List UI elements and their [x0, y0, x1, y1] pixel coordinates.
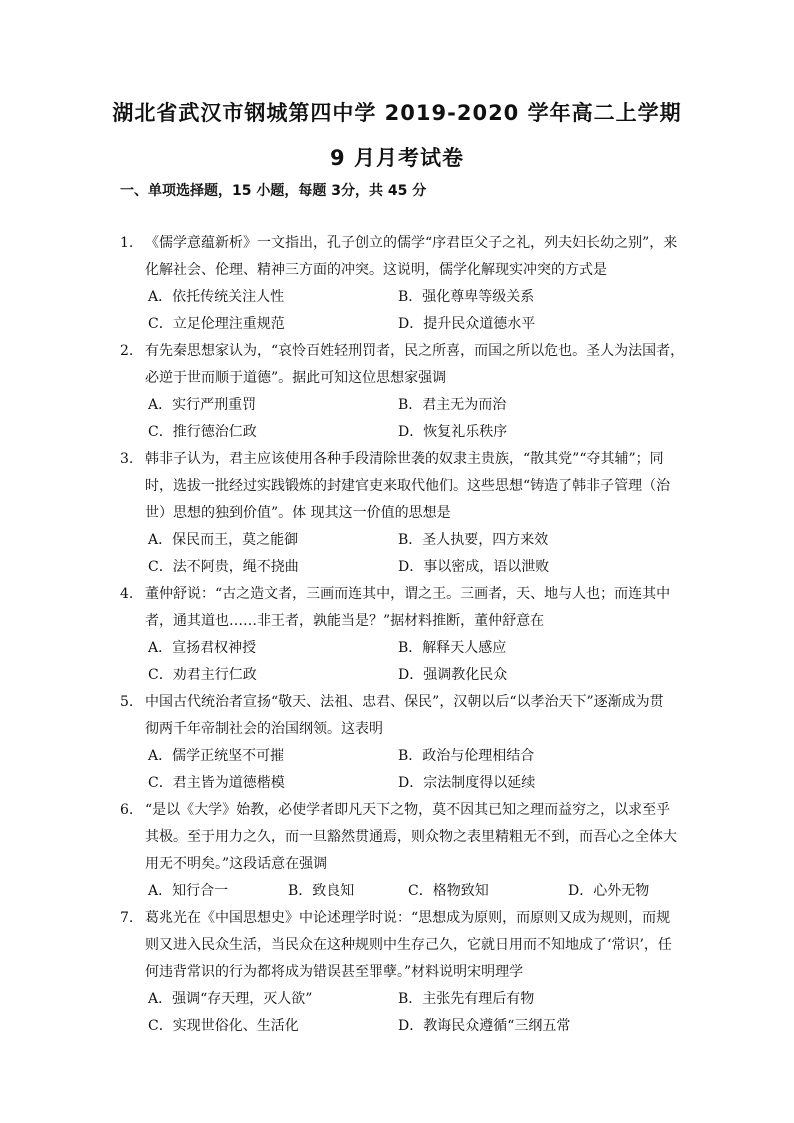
question-line: 1. 《儒学意蕴新析》一文指出，孔子创立的儒学“序君臣父子之礼，列夫妇长幼之别”，来 [120, 235, 678, 251]
question-number: 1. [120, 235, 134, 251]
question-number: 5. [120, 694, 134, 710]
question-number: 6. [120, 802, 134, 818]
question-line: 世）思想的独到价值”。体 现其这一价值的思想是 [145, 505, 451, 521]
option-b[interactable]: B．主张先有理后有物 [398, 991, 535, 1007]
option-a[interactable]: A．知行合一 [148, 883, 229, 899]
option-c[interactable]: C．格物致知 [408, 883, 489, 899]
option-d[interactable]: D．心外无物 [568, 883, 650, 899]
option-d[interactable]: D．宗法制度得以延续 [398, 775, 536, 791]
option-a[interactable]: A．强调“存天理，灭人欲” [148, 991, 313, 1007]
option-d[interactable]: D．事以密成，语以泄败 [398, 559, 550, 575]
question-line: 3. 韩非子认为，君主应该使用各种手段清除世袭的奴隶主贵族，“散其党”“夺其辅”；同 [120, 451, 664, 467]
option-d[interactable]: D．教诲民众遵循“三纲五常 [398, 1018, 571, 1034]
question-line: 5. 中国古代统治者宣扬“敬天、法祖、忠君、保民”，汉朝以后“以孝治天下”逐渐成为贯 [120, 694, 664, 710]
option-c[interactable]: C．君主皆为道德楷模 [148, 775, 285, 791]
question-number: 3. [120, 451, 134, 467]
section-heading: 一、单项选择题，15 小题，每题 3分，共 45 分 [120, 183, 427, 199]
question-line: 7. 葛兆光在《中国思想史》中论述理学时说：“思想成为原则，而原则又成为规则，而规 [120, 910, 671, 926]
question-line: 必逆于世而顺于道德”。据此可知这位思想家强调 [145, 370, 447, 386]
option-c[interactable]: C．劝君主行仁政 [148, 667, 257, 683]
option-c[interactable]: C．实现世俗化、生活化 [148, 1018, 299, 1034]
option-b[interactable]: B．解释天人感应 [398, 640, 507, 656]
question-number: 2. [120, 343, 134, 359]
question-line: 2. 有先秦思想家认为，“哀怜百姓轻刑罚者，民之所喜，而国之所以危也。圣人为法国者， [120, 343, 685, 359]
question-line: 彻两千年帝制社会的治国纲领。这表明 [145, 721, 383, 737]
question-line: 4. 董仲舒说：“古之造文者，三画而连其中，谓之王。三画者，天、地与人也；而连其中 [120, 586, 671, 602]
exam-title: 湖北省武汉市钢城第四中学 2019-2020 学年高二上学期 [112, 101, 682, 125]
option-b[interactable]: B．强化尊卑等级关系 [398, 289, 535, 305]
option-c[interactable]: C．推行德治仁政 [148, 424, 257, 440]
question-number: 4. [120, 586, 134, 602]
option-a[interactable]: A．宣扬君权神授 [148, 640, 257, 656]
question-line: 用无不明矣。”这段话意在强调 [145, 856, 328, 872]
question-line: 则又进入民众生活，当民众在这种规则中生存己久，它就日用而不知地成了‘常识’，任 [145, 937, 672, 953]
option-c[interactable]: C．立足伦理注重规范 [148, 316, 285, 332]
option-b[interactable]: B．政治与伦理相结合 [398, 748, 535, 764]
option-d[interactable]: D．提升民众道德水平 [398, 316, 536, 332]
option-b[interactable]: B．致良知 [288, 883, 355, 899]
option-a[interactable]: A．依托传统关注人性 [148, 289, 285, 305]
option-b[interactable]: B．圣人执要，四方来效 [398, 532, 549, 548]
option-d[interactable]: D．强调教化民众 [398, 667, 508, 683]
option-c[interactable]: C．法不阿贵，绳不挠曲 [148, 559, 299, 575]
question-line: 何违背常识的行为都将成为错误甚至罪孽。”材料说明宋明理学 [145, 964, 524, 980]
question-line: 其极。至于用力之久，而一旦豁然贯通焉，则众物之表里精粗无不到，而吾心之全体大 [145, 829, 677, 845]
option-b[interactable]: B．君主无为而治 [398, 397, 507, 413]
option-a[interactable]: A．实行严刑重罚 [148, 397, 257, 413]
question-line: 6. “是以《大学》始教，必使学者即凡天下之物，莫不因其已知之理而益穷之，以求至乎 [120, 802, 671, 818]
exam-subtitle: 9 月月考试卷 [330, 146, 464, 170]
question-line: 者，通其道也……非王者，孰能当是？”据材料推断，董仲舒意在 [145, 613, 545, 629]
question-number: 7. [120, 910, 134, 926]
question-line: 化解社会、伦理、精神三方面的冲突。这说明，儒学化解现实冲突的方式是 [145, 262, 607, 278]
option-a[interactable]: A．儒学正统坚不可摧 [148, 748, 285, 764]
question-line: 时，选拔一批经过实践锻炼的封建官吏来取代他们。这些思想“铸造了韩非子管理（治 [145, 478, 671, 494]
option-d[interactable]: D．恢复礼乐秩序 [398, 424, 508, 440]
option-a[interactable]: A．保民而王，莫之能御 [148, 532, 299, 548]
